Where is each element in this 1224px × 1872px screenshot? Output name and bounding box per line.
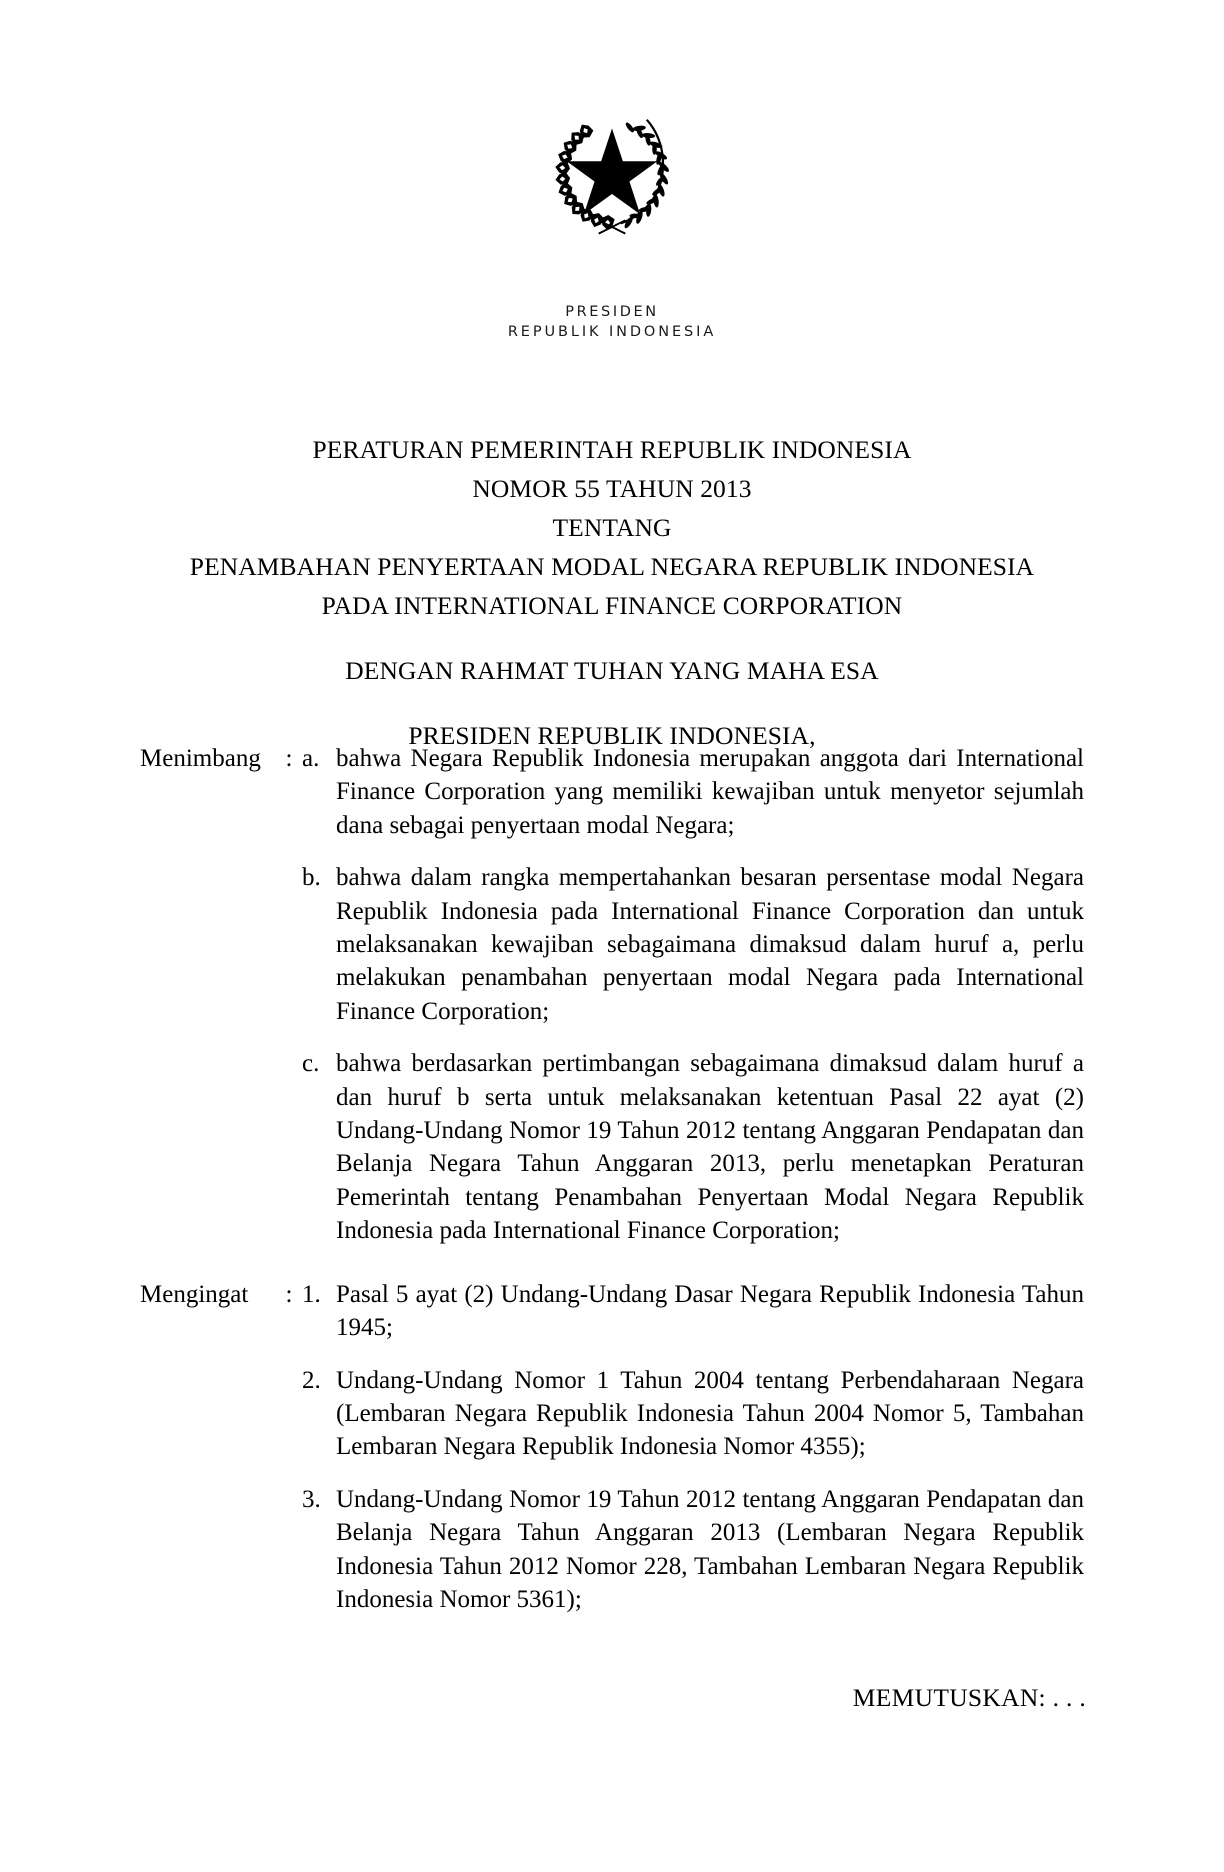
about-label: TENTANG [552,513,672,542]
emblem-caption [0,302,1224,342]
legal-basis-label: Mengingat [140,1280,249,1308]
clause-marker: a. [302,745,320,772]
clause-text: bahwa berdasarkan pertimbangan sebagaimana dimaksud dalam huruf a dan huruf b serta untuk melaksanakan ketentuan Pasal 22 ayat (2) Undang-Undang Nomor 19 Tahun 2012 tentang Anggaran Pendapatan dan Belanja Negara Tahun Anggaran 2013, perlu menetapkan Peraturan Pemerintah tentang Penambahan Penyertaan Modal Negara Republik Indonesia pada International Finance Corporation; [336,1050,1084,1245]
emblem-caption-line-2: REPUBLIK INDONESIA [507,324,717,340]
clause-marker: 2. [302,1366,321,1394]
clause-text: bahwa dalam rangka mempertahankan besaran persentase modal Negara Republik Indonesia pada International Finance Corporation dan untuk melaksanakan kewajiban sebagaimana dimaksud dalam huruf a, perlu melakukan penambahan penyertaan modal Negara pada International Finance Corporation; [336,864,1084,1025]
clause-row [0,1483,1224,1617]
presidential-emblem-container [0,96,1224,249]
clause-text: Pasal 5 ayat (2) Undang-Undang Dasar Negara Republik Indonesia Tahun 1945; [336,1280,1084,1342]
blessing-line: DENGAN RAHMAT TUHAN YANG MAHA ESA [345,656,879,685]
clause-row [0,1278,1224,1345]
page-title: PERATURAN PEMERINTAH REPUBLIK INDONESIA [312,435,912,464]
subject-line-1: PENAMBAHAN PENYERTAAN MODAL NEGARA REPUBLIK INDONESIA [189,552,1035,581]
issuer-line: PRESIDEN REPUBLIK INDONESIA, [408,721,816,750]
continuation-note: MEMUTUSKAN: . . . [852,1683,1086,1712]
clause-marker: 1. [302,1280,321,1308]
legal-basis-colon: : [285,1280,293,1308]
document-body [0,742,1224,1616]
considerations-label: Menimbang [140,745,261,772]
clause-text: Undang-Undang Nomor 1 Tahun 2004 tentang Perbendaharaan Negara (Lembaran Negara Republik Indonesia Tahun 2004 Nomor 5, Tambahan Lembaran Negara Republik Indonesia Nomor 4355); [336,1366,1084,1461]
emblem-caption-line-1: PRESIDEN [565,304,659,320]
clause-row [0,1364,1224,1464]
regulation-number: NOMOR 55 TAHUN 2013 [472,474,752,503]
clause-marker: b. [302,864,321,892]
clause-text: Undang-Undang Nomor 19 Tahun 2012 tentang Anggaran Pendapatan dan Belanja Negara Tahun Anggaran 2013 (Lembaran Negara Republik Indonesia Tahun 2012 Nomor 228, Tambahan Lembaran Negara Republik Indonesia Nomor 5361); [336,1485,1084,1613]
clause-row [0,1047,1224,1247]
indonesian-presidential-seal-icon [538,96,686,244]
clause-text: bahwa Negara Republik Indonesia merupakan anggota dari International Finance Corporation yang memiliki kewajiban untuk menyetor sejumlah dana sebagai penyertaan modal Negara; [336,745,1084,839]
document-title-block [112,430,1112,755]
clause-marker: c. [302,1050,320,1078]
considerations-section [0,742,1224,1248]
clause-row [0,742,1224,842]
legal-basis-section [0,1278,1224,1617]
subject-line-2: PADA INTERNATIONAL FINANCE CORPORATION [321,591,903,620]
considerations-colon: : [285,745,293,772]
clause-row [0,861,1224,1028]
clause-marker: 3. [302,1485,321,1513]
